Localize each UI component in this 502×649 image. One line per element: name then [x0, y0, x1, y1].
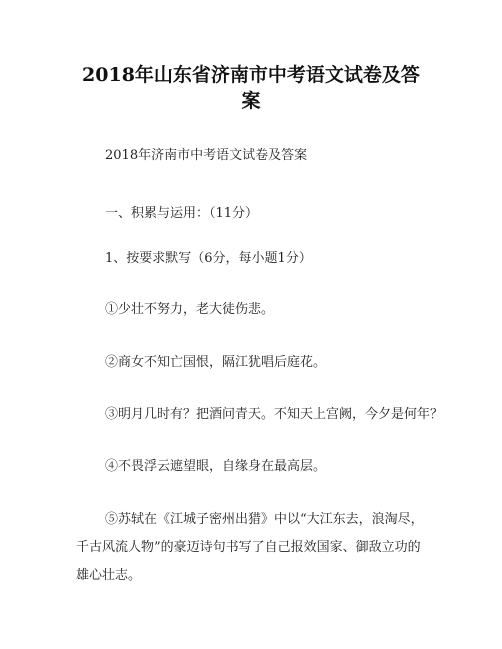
answer-item-4: ④不畏浮云遮望眼，自缘身在最高层。	[105, 459, 327, 474]
document-title-line-1: 2018年山东省济南市中考语文试卷及答	[82, 64, 420, 86]
answer-item-1: ①少壮不努力，老大徒伤悲。	[105, 302, 275, 317]
answer-item-2: ②商女不知亡国恨，隔江犹唱后庭花。	[105, 355, 327, 370]
document-title-line-2: 案	[241, 90, 261, 112]
answer-item-5-line-3: 雄心壮志。	[76, 568, 142, 583]
question-heading: 1、按要求默写（6分，每小题1分）	[105, 251, 312, 266]
document-subtitle: 2018年济南市中考语文试卷及答案	[105, 148, 308, 163]
section-heading: 一、积累与运用：（11分）	[105, 206, 259, 221]
answer-item-3: ③明月几时有？把酒问青天。不知天上宫阙，今夕是何年？	[105, 407, 444, 422]
answer-item-5-line-1: ⑤苏轼在《江城子密州出猎》中以“大江东去，浪淘尽，	[105, 512, 424, 527]
answer-item-5-line-2: 千古风流人物”的豪迈诗句书写了自己报效国家、御敌立功的	[76, 540, 421, 555]
